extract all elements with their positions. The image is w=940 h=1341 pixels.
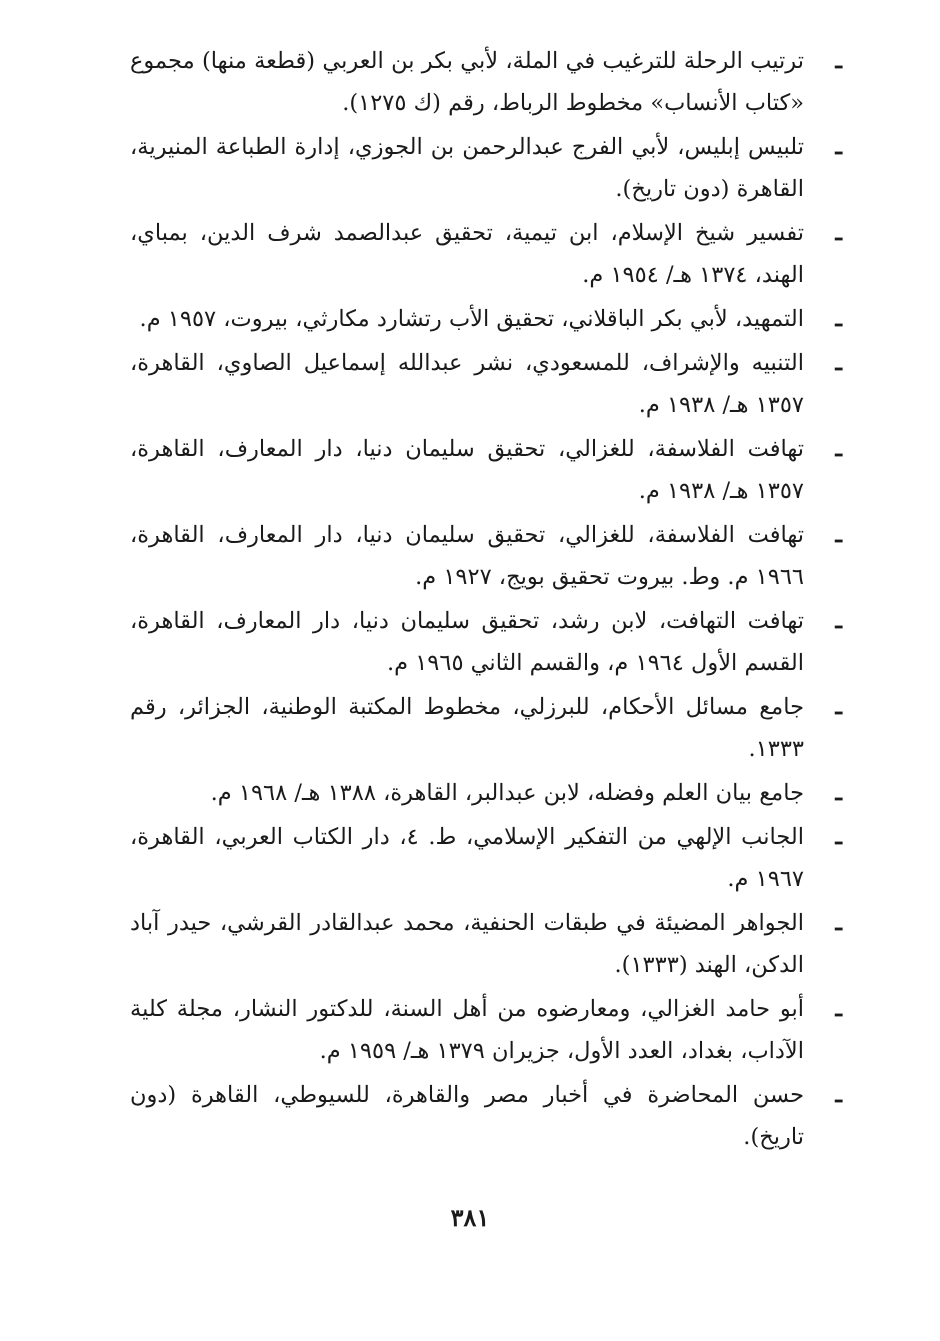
page-number: ٣٨١: [450, 1203, 490, 1232]
entry-text: تهافت التهافت، لابن رشد، تحقيق سليمان دنيا، دار المعارف، القاهرة، القسم الأول ١٩٦٤ م، والقسم الثاني ١٩٦٥ م.: [130, 608, 804, 676]
entry-dash: ـ: [835, 48, 842, 74]
entry-text: تلبيس إبليس، لأبي الفرج عبدالرحمن بن الجوزي، إدارة الطباعة المنيرية، القاهرة (دون تاريخ).: [130, 134, 804, 202]
entry-dash: ـ: [835, 306, 842, 332]
bibliography-entry: [130, 342, 842, 426]
entry-text: التمهيد، لأبي بكر الباقلاني، تحقيق الأب رتشارد مكارثي، بيروت، ١٩٥٧ م.: [139, 306, 804, 332]
bibliography-entry: [130, 1074, 842, 1158]
entry-dash: ـ: [835, 824, 842, 850]
bibliography-entry: [130, 298, 842, 340]
entry-text: جامع بيان العلم وفضله، لابن عبدالبر، القاهرة، ١٣٨٨ هـ/ ١٩٦٨ م.: [210, 780, 804, 806]
bibliography-entry: [130, 212, 842, 296]
entry-dash: ـ: [835, 350, 842, 376]
entry-text: الجانب الإلهي من التفكير الإسلامي، ط. ٤، دار الكتاب العربي، القاهرة، ١٩٦٧ م.: [130, 824, 804, 892]
bibliography-entry: [130, 428, 842, 512]
bibliography-entry: [130, 988, 842, 1072]
bibliography-entry: [130, 40, 842, 124]
entry-text: حسن المحاضرة في أخبار مصر والقاهرة، للسيوطي، القاهرة (دون تاريخ).: [130, 1082, 804, 1150]
entry-text: الجواهر المضيئة في طبقات الحنفية، محمد عبدالقادر القرشي، حيدر آباد الدكن، الهند (١٣٣٣).: [130, 910, 804, 978]
entry-text: تهافت الفلاسفة، للغزالي، تحقيق سليمان دنيا، دار المعارف، القاهرة، ١٣٥٧ هـ/ ١٩٣٨ م.: [130, 436, 804, 504]
entry-text: ترتيب الرحلة للترغيب في الملة، لأبي بكر بن العربي (قطعة منها) مجموع «كتاب الأنساب» مخطوط الرباط، رقم (ك ١٢٧٥).: [130, 48, 804, 116]
entry-dash: ـ: [835, 780, 842, 806]
entry-text: تهافت الفلاسفة، للغزالي، تحقيق سليمان دنيا، دار المعارف، القاهرة، ١٩٦٦ م. وط. بيروت تحقيق بويج، ١٩٢٧ م.: [130, 522, 804, 590]
entry-dash: ـ: [835, 220, 842, 246]
entry-dash: ـ: [835, 522, 842, 548]
entry-dash: ـ: [835, 608, 842, 634]
entry-text: أبو حامد الغزالي، ومعارضوه من أهل السنة، للدكتور النشار، مجلة كلية الآداب، بغداد، العدد الأول، جزيران ١٣٧٩ هـ/ ١٩٥٩ م.: [130, 996, 804, 1064]
entry-text: جامع مسائل الأحكام، للبرزلي، مخطوط المكتبة الوطنية، الجزائر، رقم ١٣٣٣.: [130, 694, 804, 762]
entry-dash: ـ: [835, 694, 842, 720]
entry-text: تفسير شيخ الإسلام، ابن تيمية، تحقيق عبدالصمد شرف الدين، بمباي، الهند، ١٣٧٤ هـ/ ١٩٥٤ م.: [130, 220, 804, 288]
entry-text: التنبيه والإشراف، للمسعودي، نشر عبدالله إسماعيل الصاوي، القاهرة، ١٣٥٧ هـ/ ١٩٣٨ م.: [130, 350, 804, 418]
bibliography-entry: [130, 816, 842, 900]
bibliography-entry: [130, 514, 842, 598]
bibliography-entry: [130, 686, 842, 770]
entry-dash: ـ: [835, 134, 842, 160]
bibliography-entry: [130, 126, 842, 210]
bibliography-list: [130, 40, 842, 1160]
bibliography-entry: [130, 902, 842, 986]
entry-dash: ـ: [835, 996, 842, 1022]
bibliography-entry: [130, 772, 842, 814]
entry-dash: ـ: [835, 436, 842, 462]
bibliography-entry: [130, 600, 842, 684]
entry-dash: ـ: [835, 1082, 842, 1108]
entry-dash: ـ: [835, 910, 842, 936]
